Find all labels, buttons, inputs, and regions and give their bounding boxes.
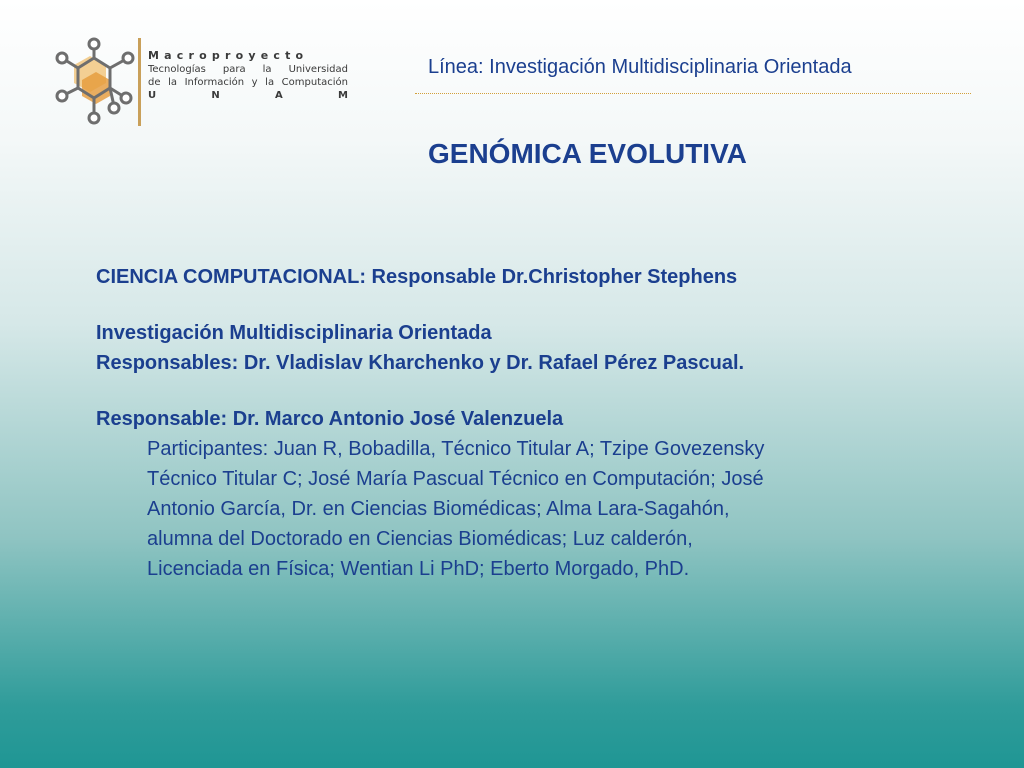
responsables-line: Responsables: Dr. Vladislav Kharchenko y Dr. Rafael Pérez Pascual. xyxy=(96,352,745,374)
logo-line-2: de la Información y la Computación xyxy=(148,77,348,88)
participants-line: Participantes: Juan R, Bobadilla, Técnico Titular A; Tzipe Govezensky xyxy=(147,438,765,460)
slide-content xyxy=(96,262,976,584)
investigacion-line: Investigación Multidisciplinaria Orientada xyxy=(96,322,492,344)
participants-line: alumna del Doctorado en Ciencias Biomédicas; Luz calderón, xyxy=(147,528,693,550)
logo-title: Macroproyecto xyxy=(148,49,309,62)
macroproyecto-logo xyxy=(48,34,358,130)
dotted-divider xyxy=(415,93,971,94)
unam-letter-u: U xyxy=(148,90,157,101)
participants-line: Técnico Titular C; José María Pascual Técnico en Computación; José xyxy=(147,468,764,490)
logo-text xyxy=(148,48,348,103)
molecule-icon xyxy=(48,34,138,130)
page-title: GENÓMICA EVOLUTIVA xyxy=(428,138,747,169)
unam-letter-m: M xyxy=(338,90,348,101)
unam-letter-n: N xyxy=(211,90,220,101)
linea-heading: Línea: Investigación Multidisciplinaria Orientada xyxy=(428,56,852,78)
logo-unam xyxy=(148,89,348,103)
logo-divider xyxy=(138,38,141,126)
participants-list xyxy=(147,434,976,584)
ciencia-line: CIENCIA COMPUTACIONAL: Responsable Dr.Christopher Stephens xyxy=(96,266,738,288)
unam-letter-a: A xyxy=(275,90,283,101)
participants-line: Antonio García, Dr. en Ciencias Biomédicas; Alma Lara-Sagahón, xyxy=(147,498,730,520)
participants-line: Licenciada en Física; Wentian Li PhD; Eberto Morgado, PhD. xyxy=(147,558,690,580)
logo-line-1: Tecnologías para la Universidad xyxy=(148,64,348,75)
responsable-line: Responsable: Dr. Marco Antonio José Valenzuela xyxy=(96,408,564,430)
